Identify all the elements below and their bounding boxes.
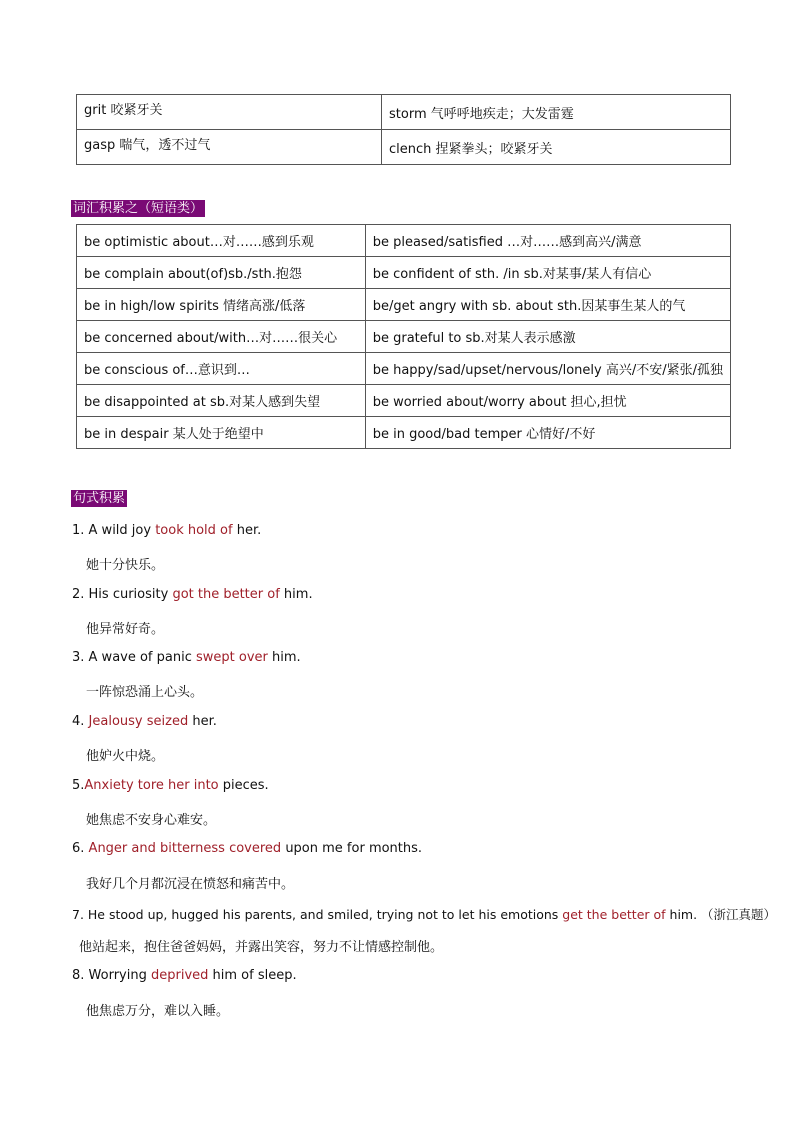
sentence-highlight: Jealousy seized [88,714,189,729]
sentence-chinese: 我好几个月都沉浸在愤怒和痛苦中。 [86,877,295,892]
table-row [77,385,731,417]
table-cell: be/get angry with sb. about sth.因某事生某人的气 [365,289,730,321]
table-cell: gasp 喘气，透不过气 [77,130,382,165]
sentence-highlight: Anger and bitterness covered [88,841,282,856]
sentence-chinese: 她焦虑不安身心难安。 [86,813,217,828]
sentence-english [72,778,269,793]
table-row [77,321,731,353]
sentence-chinese: 他妒火中烧。 [86,749,165,764]
sentence-text: him. [267,650,301,665]
table-cell: be in despair 某人处于绝望中 [77,417,366,449]
sentence-english [72,714,217,729]
sentence-english [72,841,422,856]
sentence-text: 7. He stood up, hugged his parents, and smiled, trying not to let his emotions [72,907,563,922]
table-row [77,289,731,321]
table-cell: be in good/bad temper 心情好/不好 [365,417,730,449]
table-row [77,257,731,289]
phrase-table [76,224,731,449]
sentence-english [72,968,297,983]
sentence-text: 5. [72,778,85,793]
sentence-english [72,523,261,538]
table-cell: be in high/low spirits 情绪高涨/低落 [77,289,366,321]
sentence-english [72,650,301,665]
vocab-table [76,94,731,165]
table-row [77,95,731,130]
table-cell: be happy/sad/upset/nervous/lonely 高兴/不安/紧张/孤独 [365,353,730,385]
table-row [77,353,731,385]
sentence-highlight: swept over [196,650,268,665]
sentence-text: upon me for months. [281,841,423,856]
sentence-text: 4. [72,714,89,729]
table-cell: be grateful to sb.对某人表示感激 [365,321,730,353]
table-cell: be complain about(of)sb./sth.抱怨 [77,257,366,289]
sentence-highlight: Anxiety tore her into [84,778,219,793]
sentence-text: him. （浙江真题） [665,907,777,922]
sentence-text: 1. A wild joy [72,523,156,538]
table-cell: clench 捏紧拳头；咬紧牙关 [382,130,731,165]
table-row [77,225,731,257]
sentence-text: him of sleep. [208,968,297,983]
phrase-section-heading: 词汇积累之（短语类） [73,201,204,216]
sentence-text: her. [188,714,217,729]
table-row [77,417,731,449]
sentence-section-heading: 句式积累 [73,491,126,506]
sentence-chinese: 一阵惊恐涌上心头。 [86,685,204,700]
table-cell: be disappointed at sb.对某人感到失望 [77,385,366,417]
sentence-english [72,587,313,602]
table-cell: be concerned about/with…对……很关心 [77,321,366,353]
table-cell: storm 气呼呼地疾走；大发雷霆 [382,95,731,130]
sentence-highlight: took hold of [155,523,233,538]
table-cell: be confident of sth. /in sb.对某事/某人有信心 [365,257,730,289]
sentence-text: 2. His curiosity [72,587,173,602]
sentence-text: pieces. [218,778,269,793]
sentence-chinese: 他站起来，抱住爸爸妈妈，并露出笑容，努力不让情感控制他。 [79,940,444,955]
sentence-text: her. [232,523,262,538]
sentence-text: 3. A wave of panic [72,650,196,665]
sentence-chinese: 他异常好奇。 [86,622,165,637]
sentence-highlight: deprived [150,968,209,983]
sentence-chinese: 她十分快乐。 [86,558,165,573]
table-row [77,130,731,165]
sentence-text: him. [279,587,313,602]
sentence-text: 8. Worrying [72,968,151,983]
sentence-text: 6. [72,841,89,856]
sentence-highlight: got the better of [172,587,280,602]
sentence-highlight: get the better of [562,907,666,922]
table-cell: be optimistic about…对……感到乐观 [77,225,366,257]
table-cell: grit 咬紧牙关 [77,95,382,130]
table-cell: be conscious of…意识到… [77,353,366,385]
sentence-chinese: 他焦虑万分，难以入睡。 [86,1004,230,1019]
table-cell: be worried about/worry about 担心,担忧 [365,385,730,417]
table-cell: be pleased/satisfied …对……感到高兴/满意 [365,225,730,257]
sentence-english [72,905,776,923]
